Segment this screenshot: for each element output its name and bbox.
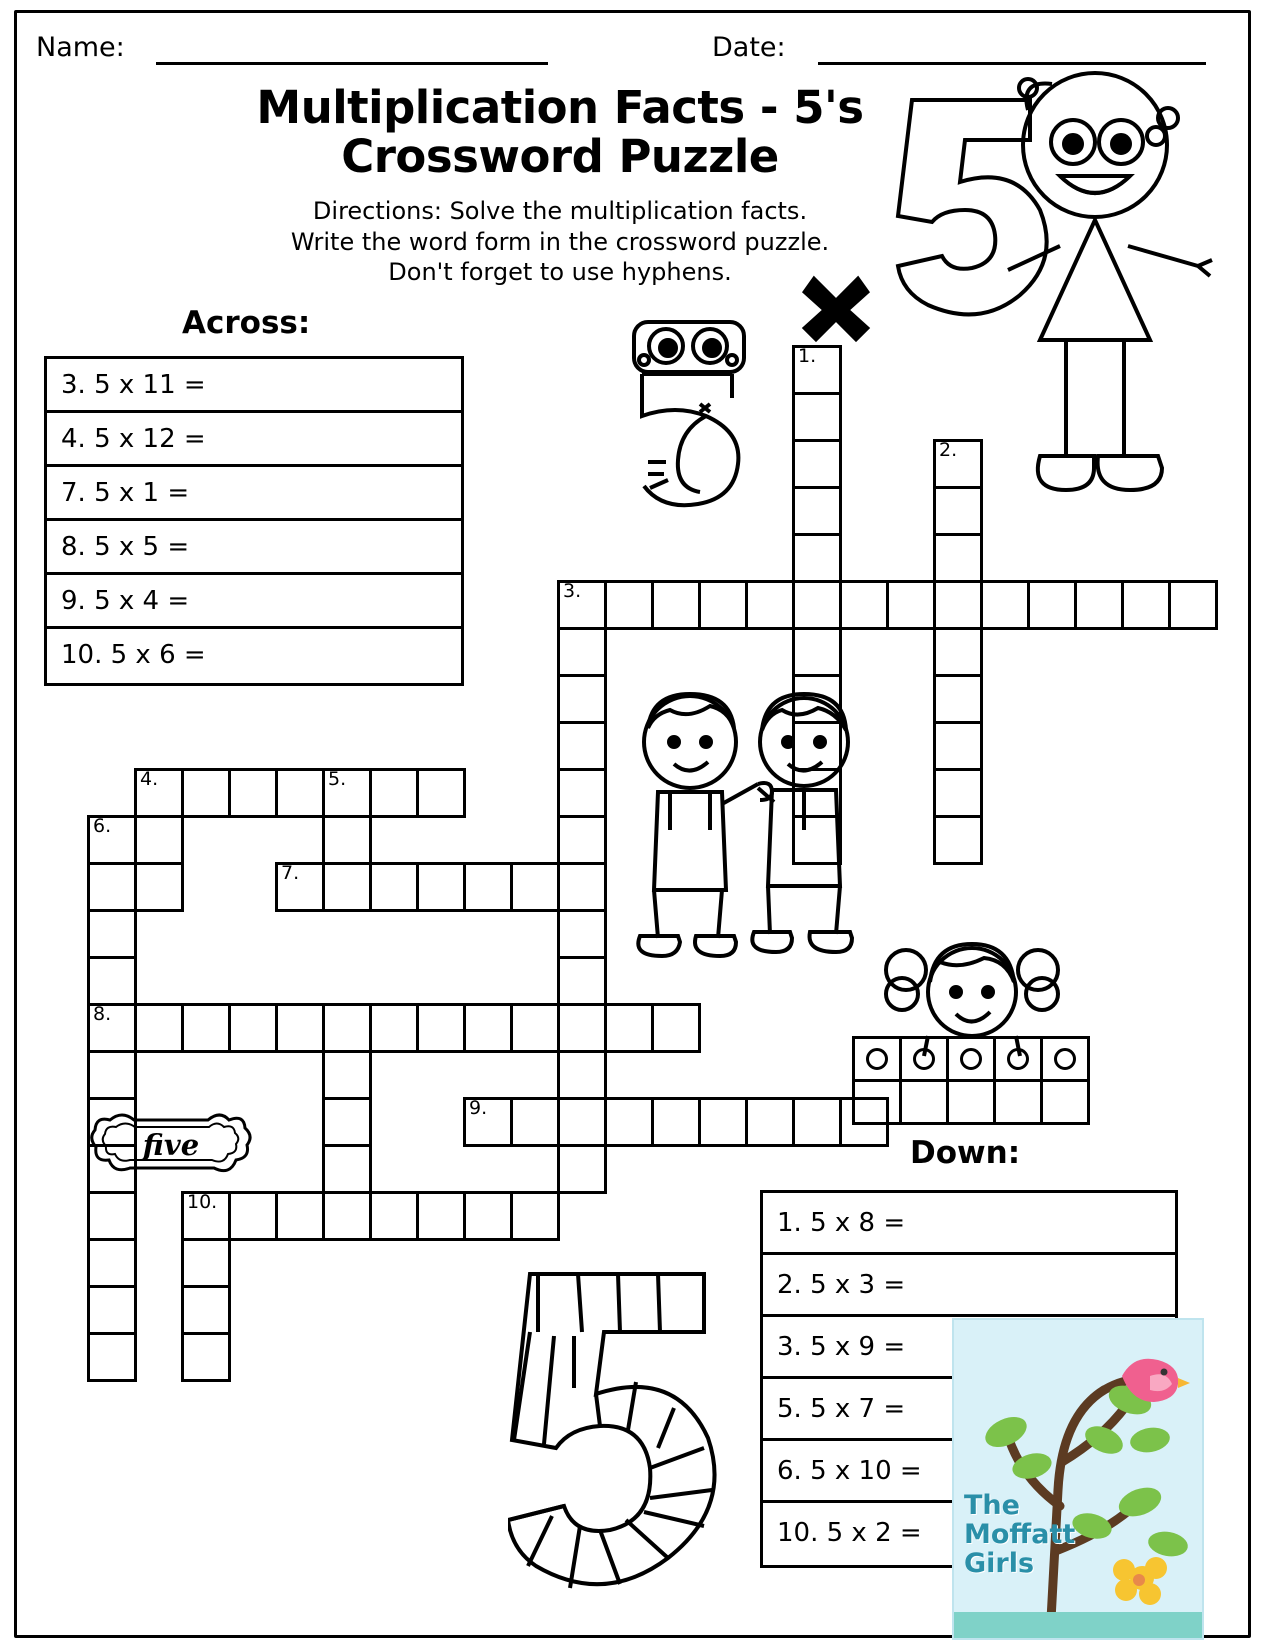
page-title [180, 81, 940, 183]
crossword-cell[interactable] [557, 909, 607, 959]
crossword-cell[interactable] [557, 1097, 607, 1147]
crossword-cell[interactable] [557, 862, 607, 912]
crossword-cell[interactable] [322, 1097, 372, 1147]
crossword-cell[interactable] [134, 1003, 184, 1053]
crossword-cell[interactable] [698, 1097, 748, 1147]
crossword-cell[interactable] [745, 580, 795, 630]
crossword-cell[interactable] [510, 1191, 560, 1241]
crossword-cell[interactable] [275, 1191, 325, 1241]
crossword-cell[interactable] [792, 486, 842, 536]
crossword-cell[interactable] [933, 627, 983, 677]
directions-line1: Directions: Solve the multiplication facts. [312, 197, 808, 225]
crossword-cell[interactable] [322, 862, 372, 912]
crossword-clue-number: 3. [563, 580, 582, 602]
down-heading: Down: [910, 1135, 1021, 1171]
crossword-cell[interactable] [792, 627, 842, 677]
across-clue-item: 9. 5 x 4 = [47, 575, 461, 629]
crossword-cell[interactable] [792, 439, 842, 489]
crossword-cell[interactable] [1074, 580, 1124, 630]
crossword-cell[interactable] [510, 862, 560, 912]
crossword-cell[interactable] [792, 533, 842, 583]
crossword-cell[interactable] [651, 1097, 701, 1147]
crossword-cell[interactable] [181, 1238, 231, 1288]
crossword-clue-number: 7. [281, 862, 300, 884]
crossword-cell[interactable] [322, 768, 372, 818]
across-clue-item: 4. 5 x 12 = [47, 413, 461, 467]
girl-with-five-illustration [880, 70, 1220, 540]
crossword-cell[interactable] [181, 1003, 231, 1053]
crossword-clue-number: 5. [328, 768, 347, 790]
crossword-cell[interactable] [416, 768, 466, 818]
crossword-cell[interactable] [87, 956, 137, 1006]
crossword-cell[interactable] [933, 533, 983, 583]
crossword-cell[interactable] [134, 862, 184, 912]
ten-frame-dot [913, 1048, 935, 1070]
crossword-cell[interactable] [698, 580, 748, 630]
crossword-cell[interactable] [322, 1003, 372, 1053]
crossword-cell[interactable] [933, 580, 983, 630]
ten-frame-cell [899, 1079, 949, 1125]
crossword-cell[interactable] [228, 1191, 278, 1241]
ten-frame [852, 1036, 1102, 1128]
five-character-illustration [614, 312, 794, 522]
crossword-cell[interactable] [933, 721, 983, 771]
crossword-cell[interactable] [933, 815, 983, 865]
crossword-cell[interactable] [604, 1097, 654, 1147]
across-clue-list [44, 356, 464, 686]
ten-frame-cell [1040, 1079, 1090, 1125]
crossword-clue-number: 2. [939, 439, 958, 461]
crossword-cell[interactable] [228, 1003, 278, 1053]
ten-frame-dot [1007, 1048, 1029, 1070]
down-clue-item: 10. 5 x 2 = [777, 1518, 922, 1548]
brand-logo-bar [954, 1612, 1202, 1638]
brand-line-3: Girls [964, 1547, 1035, 1579]
crossword-cell[interactable] [604, 580, 654, 630]
across-clue-item: 7. 5 x 1 = [47, 467, 461, 521]
crossword-cell[interactable] [275, 1003, 325, 1053]
crossword-cell[interactable] [322, 1050, 372, 1100]
crossword-cell[interactable] [510, 1097, 560, 1147]
crossword-cell[interactable] [87, 909, 137, 959]
crossword-cell[interactable] [651, 580, 701, 630]
crossword-cell[interactable] [557, 627, 607, 677]
crossword-cell[interactable] [980, 580, 1030, 630]
crossword-cell[interactable] [87, 1003, 137, 1053]
crossword-cell[interactable] [792, 392, 842, 442]
down-clue-item: 6. 5 x 10 = [763, 1441, 1175, 1503]
down-clue-item: 1. 5 x 8 = [763, 1193, 1175, 1255]
crossword-cell[interactable] [87, 1050, 137, 1100]
crossword-cell[interactable] [87, 1285, 137, 1335]
word-bank-five [90, 1108, 252, 1186]
crossword-clue-number: 6. [93, 815, 112, 837]
crossword-cell[interactable] [369, 1191, 419, 1241]
brand-logo-text [964, 1491, 1075, 1578]
crossword-cell[interactable] [369, 1003, 419, 1053]
crossword-cell[interactable] [134, 768, 184, 818]
down-clue-item: 3. 5 x 9 = [763, 1317, 1175, 1379]
across-clue-item: 3. 5 x 11 = [47, 359, 461, 413]
crossword-cell[interactable] [134, 815, 184, 865]
brand-line-2: Moffatt [964, 1518, 1076, 1550]
crossword-cell[interactable] [557, 721, 607, 771]
crossword-cell[interactable] [181, 1191, 231, 1241]
crossword-cell[interactable] [463, 1097, 513, 1147]
crossword-cell[interactable] [1168, 580, 1218, 630]
crossword-cell[interactable] [275, 862, 325, 912]
crossword-cell[interactable] [322, 815, 372, 865]
name-label: Name: [36, 32, 125, 63]
crossword-cell[interactable] [557, 768, 607, 818]
crossword-cell[interactable] [557, 580, 607, 630]
crossword-cell[interactable] [181, 1285, 231, 1335]
times-symbol-icon [798, 272, 874, 346]
page-title-line2: Crossword Puzzle [341, 129, 779, 183]
directions-line2: Write the word form in the crossword puzzle. [290, 227, 830, 256]
crossword-cell[interactable] [792, 1097, 842, 1147]
crossword-cell[interactable] [322, 1144, 372, 1194]
crossword-cell[interactable] [416, 1003, 466, 1053]
crossword-cell[interactable] [181, 768, 231, 818]
two-boys-illustration [618, 680, 868, 965]
crossword-cell[interactable] [369, 768, 419, 818]
crossword-cell[interactable] [87, 1332, 137, 1382]
word-bank-five-label: five [142, 1128, 200, 1162]
crossword-cell[interactable] [557, 1050, 607, 1100]
crossword-cell[interactable] [1027, 580, 1077, 630]
crossword-cell[interactable] [87, 1238, 137, 1288]
brand-line-1: The [964, 1489, 1020, 1521]
crossword-cell[interactable] [792, 580, 842, 630]
brand-logo [952, 1318, 1204, 1640]
crossword-cell[interactable] [604, 1003, 654, 1053]
crossword-cell[interactable] [416, 1191, 466, 1241]
crossword-cell[interactable] [322, 1191, 372, 1241]
crossword-cell[interactable] [228, 768, 278, 818]
crossword-cell[interactable] [275, 768, 325, 818]
name-input-line[interactable] [156, 62, 548, 65]
crossword-cell[interactable] [557, 956, 607, 1006]
across-clue-item: 8. 5 x 5 = [47, 521, 461, 575]
down-clue-item: 5. 5 x 7 = [763, 1379, 1175, 1441]
crossword-clue-number: 10. [187, 1191, 218, 1213]
crossword-cell[interactable] [87, 862, 137, 912]
ten-frame-cell [852, 1079, 902, 1125]
ten-frame-dot [960, 1048, 982, 1070]
crossword-clue-number: 8. [93, 1003, 112, 1025]
crossword-cell[interactable] [839, 580, 889, 630]
page-title-line1: Multiplication Facts - 5's [256, 81, 864, 134]
crossword-cell[interactable] [1121, 580, 1171, 630]
crossword-clue-number: 4. [140, 768, 159, 790]
date-label: Date: [712, 32, 786, 63]
crossword-cell[interactable] [510, 1003, 560, 1053]
ten-frame-dot [866, 1048, 888, 1070]
tree-bird-logo-icon [954, 1320, 1202, 1638]
down-clue-item: 2. 5 x 3 = [763, 1255, 1175, 1317]
crossword-clue-number: 9. [469, 1097, 488, 1119]
ten-frame-cell [946, 1079, 996, 1125]
crossword-cell[interactable] [557, 1144, 607, 1194]
crossword-cell[interactable] [416, 862, 466, 912]
crossword-cell[interactable] [463, 1191, 513, 1241]
crossword-cell[interactable] [651, 1003, 701, 1053]
crossword-cell[interactable] [745, 1097, 795, 1147]
blocky-five-illustration [508, 1258, 738, 1608]
crossword-cell[interactable] [181, 1332, 231, 1382]
crossword-cell[interactable] [87, 815, 137, 865]
ten-frame-cell [993, 1079, 1043, 1125]
crossword-cell[interactable] [557, 1003, 607, 1053]
crossword-cell[interactable] [557, 815, 607, 865]
crossword-cell[interactable] [886, 580, 936, 630]
crossword-cell[interactable] [792, 345, 842, 395]
across-heading: Across: [182, 305, 311, 341]
directions-line3: Don't forget to use hyphens. [388, 258, 732, 287]
crossword-cell[interactable] [369, 862, 419, 912]
crossword-clue-number: 1. [798, 345, 817, 367]
across-clue-item: 10. 5 x 6 = [61, 640, 206, 670]
crossword-cell[interactable] [933, 674, 983, 724]
crossword-cell[interactable] [933, 768, 983, 818]
crossword-cell[interactable] [463, 862, 513, 912]
date-input-line[interactable] [818, 62, 1206, 65]
crossword-cell[interactable] [557, 674, 607, 724]
crossword-cell[interactable] [87, 1191, 137, 1241]
crossword-cell[interactable] [463, 1003, 513, 1053]
ten-frame-dot [1054, 1048, 1076, 1070]
